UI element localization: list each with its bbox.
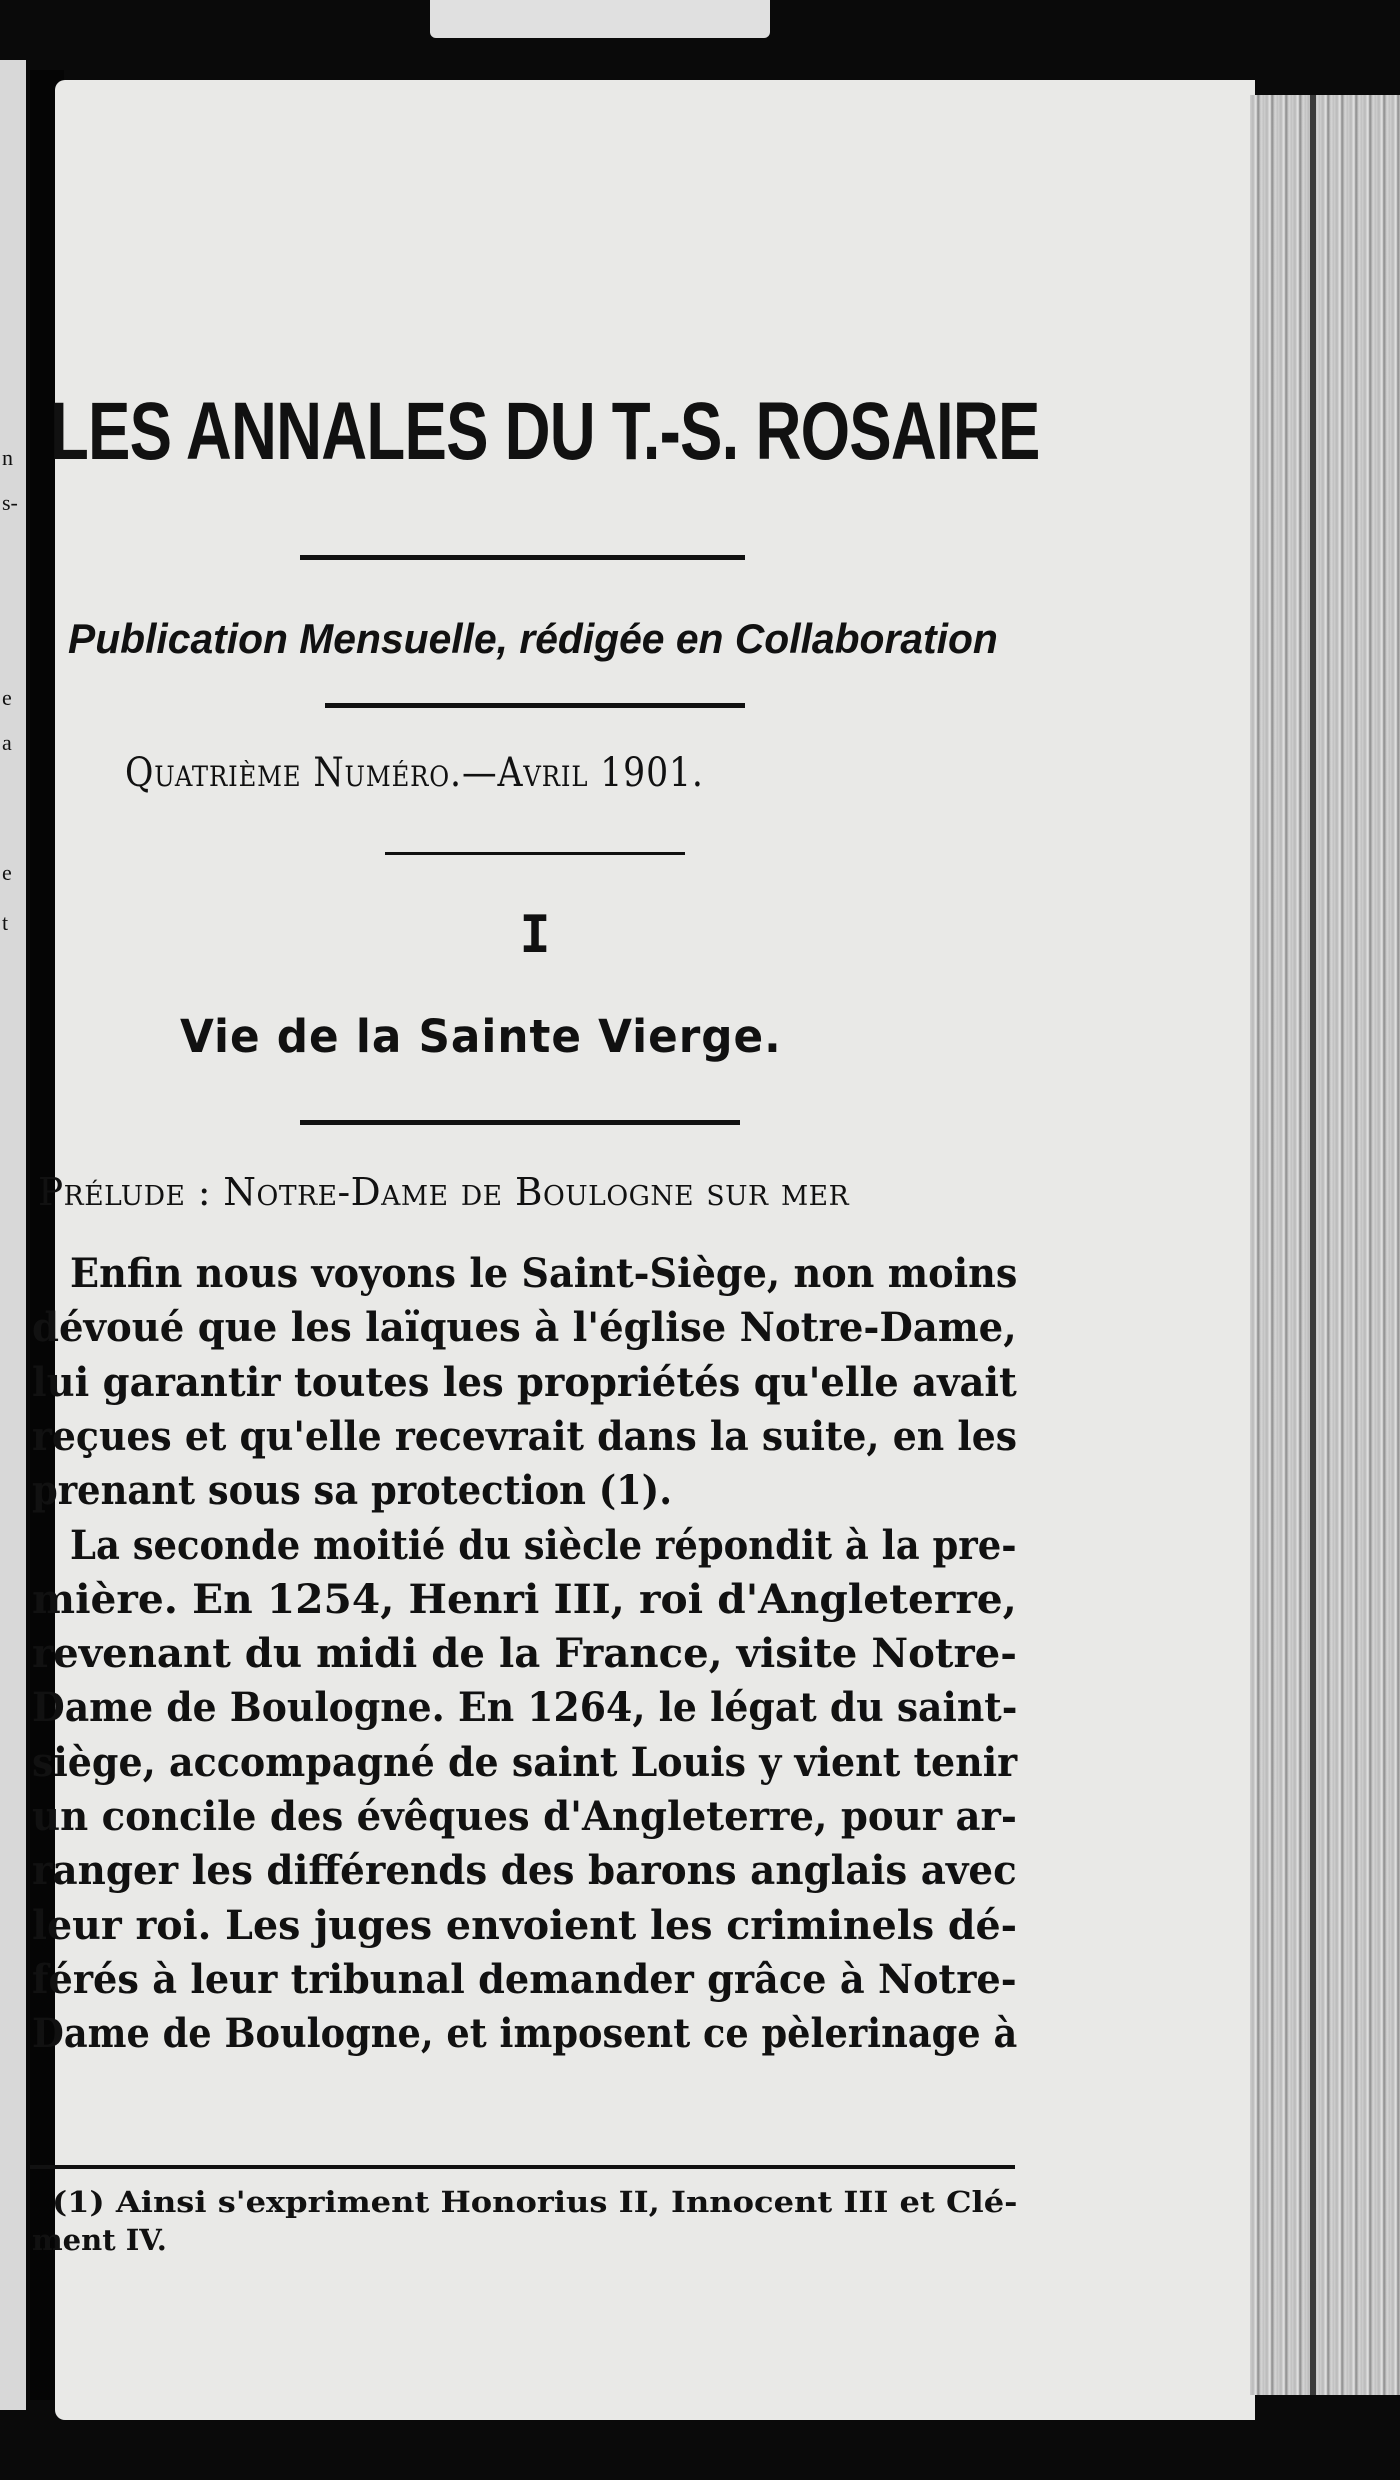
body-line: ranger les différends des barons anglais avec (32, 1847, 1017, 1895)
body-line: mière. En 1254, Henri III, roi d'Angleterre, (32, 1575, 1017, 1623)
body-line: dévoué que les laïques à l'église Notre-Dame, (32, 1304, 1017, 1352)
body-line: férés à leur tribunal demander grâce à Notre- (32, 1955, 1017, 2003)
body-line: Enfin nous voyons le Saint-Siège, non moins (70, 1250, 1018, 1297)
body-line: Dame de Boulogne. En 1264, le légat du saint- (32, 1684, 1018, 1732)
subtitle: Publication Mensuelle, rédigée en Collaboration (68, 615, 998, 662)
margin-fragment: s- (2, 490, 18, 515)
rule-2 (325, 703, 745, 708)
margin-fragment: t (2, 910, 9, 935)
rule-3 (385, 852, 685, 855)
body-line: prenant sous sa protection (1). (32, 1467, 673, 1515)
body-line: reçues et qu'elle recevrait dans la suite, en les (32, 1412, 1018, 1460)
rule-1 (300, 555, 745, 560)
margin-fragment: a (2, 730, 12, 755)
body-line: leur roi. Les juges envoient les criminels dé- (32, 1901, 1018, 1949)
section-number: I (519, 905, 551, 965)
footnote-line: (1) Ainsi s'expriment Honorius II, Innocent III et Clé- (52, 2185, 1018, 2219)
body-line: Dame de Boulogne, et imposent ce pèlerinage à (32, 2010, 1018, 2058)
body-line: siège, accompagné de saint Louis y vient tenir (32, 1738, 1018, 1786)
rule-4 (300, 1120, 740, 1125)
footnote-line: ment IV. (32, 2223, 167, 2257)
prelude-heading: Prélude : Notre-Dame de Boulogne sur mer (38, 1170, 850, 1214)
margin-fragment: e (2, 685, 12, 710)
body-line: La seconde moitié du siècle répondit à la pre- (70, 1521, 1017, 1569)
margin-fragment: e (2, 860, 12, 885)
margin-fragment: n (2, 445, 13, 470)
masthead-title: LES ANNALES DU T.-S. ROSAIRE (50, 386, 1040, 477)
body-line: revenant du midi de la France, visite Notre- (32, 1630, 1017, 1678)
body-line: lui garantir toutes les propriétés qu'elle avait (32, 1358, 1017, 1406)
issue-line: Quatrième Numéro.—Avril 1901. (125, 750, 704, 796)
body-line: un concile des évêques d'Angleterre, pour ar- (32, 1793, 1017, 1840)
chapter-title: Vie de la Sainte Vierge. (180, 1010, 782, 1063)
footnote-rule (30, 2165, 1015, 2169)
